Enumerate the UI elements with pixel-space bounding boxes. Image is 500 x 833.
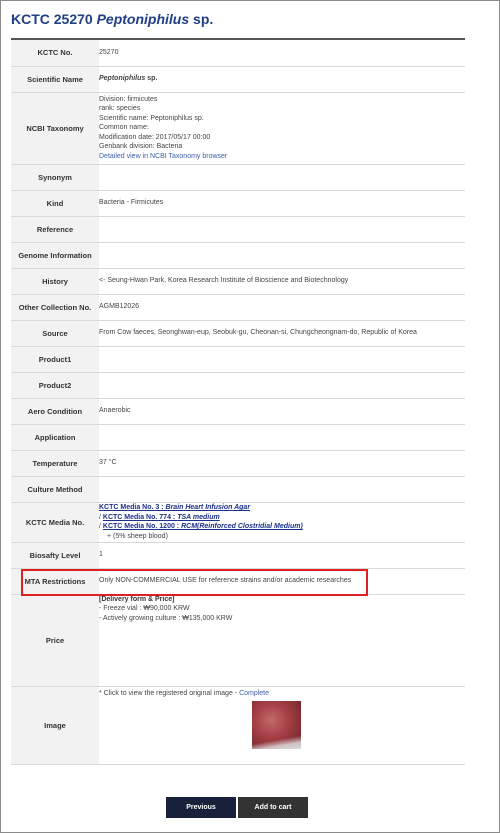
row-ncbi-taxonomy (11, 92, 465, 164)
media-link-3[interactable]: KCTC Media No. 3 : Brain Heart Infusion Agar (99, 504, 251, 511)
source-value: From Cow faeces, Seonghwan-eup, Seobuk-gu, Cheonan-si, Chungcheongnam-do, Republic of Korea (99, 320, 465, 346)
row-product1 (11, 346, 465, 372)
kind-label: Kind (11, 190, 99, 216)
culture-method-label: Culture Method (11, 476, 99, 502)
history-value: <- Seung-Hwan Park, Korea Research Institute of Bioscience and Biotechnology (99, 268, 465, 294)
media-item: / KCTC Media No. 1200 : RCM(Reinforced Clostridial Medium) (99, 523, 303, 530)
temperature-value: 37 °C (99, 450, 465, 476)
complete-link[interactable]: Complete (239, 689, 270, 697)
ncbi-taxonomy-label: NCBI Taxonomy (11, 92, 99, 164)
row-other-collection (11, 294, 465, 320)
ncbi-browser-link[interactable]: Detailed view in NCBI Taxonomy browser (99, 152, 228, 160)
taxonomy-rank: rank: species (99, 105, 141, 113)
culture-method-value (99, 476, 465, 502)
price-value (99, 594, 465, 686)
other-collection-value: AGMB12026 (99, 294, 465, 320)
image-note: * Click to view the registered original image - (99, 689, 240, 697)
row-synonym (11, 164, 465, 190)
product1-label: Product1 (11, 346, 99, 372)
row-kctc-no (11, 40, 465, 66)
row-source (11, 320, 465, 346)
row-temperature (11, 450, 465, 476)
aero-condition-value: Anaerobic (99, 398, 465, 424)
scientific-name-label: Scientific Name (11, 66, 99, 92)
aero-condition-label: Aero Condition (11, 398, 99, 424)
temperature-label: Temperature (11, 450, 99, 476)
row-aero-condition (11, 398, 465, 424)
taxonomy-division: Division: firmicutes (99, 95, 158, 103)
taxonomy-modification-date: Modification date: 2017/05/17 00:00 (99, 133, 211, 141)
product2-label: Product2 (11, 372, 99, 398)
reference-value (99, 216, 465, 242)
other-collection-label: Other Collection No. (11, 294, 99, 320)
row-image (11, 686, 465, 764)
row-biosafety-level (11, 542, 465, 568)
kctc-media-label: KCTC Media No. (11, 502, 99, 542)
genome-information-value (99, 242, 465, 268)
history-label: History (11, 268, 99, 294)
product1-value (99, 346, 465, 372)
previous-button[interactable]: Previous (166, 797, 236, 818)
row-kctc-media (11, 502, 465, 542)
media-note: + (5% sheep blood) (107, 532, 168, 540)
row-culture-method (11, 476, 465, 502)
image-value (99, 686, 465, 764)
media-item: / KCTC Media No. 774 : TSA medium (99, 513, 220, 521)
delivery-heading: [Delivery form & Price] (99, 595, 175, 603)
image-note-line (99, 689, 465, 699)
freeze-vial-price: - Freeze vial : ₩90,000 KRW (99, 605, 190, 612)
taxonomy-genbank-division: Genbank division: Bacteria (99, 143, 183, 151)
mta-restrictions-label: MTA Restrictions (11, 568, 99, 594)
scientific-name-value: Peptoniphilus sp. (99, 66, 465, 92)
genome-information-label: Genome Information (11, 242, 99, 268)
mta-restrictions-value: Only NON-COMMERCIAL USE for reference strains and/or academic researches (99, 568, 465, 594)
image-label: Image (11, 686, 99, 764)
media-link-774[interactable]: KCTC Media No. 774 : TSA medium (102, 513, 220, 521)
media-item (99, 503, 465, 513)
kctc-no-label: KCTC No. (11, 40, 99, 66)
row-price (11, 594, 465, 686)
ncbi-taxonomy-value (99, 92, 465, 164)
kctc-media-value (99, 502, 465, 542)
mta-highlight-box (21, 569, 368, 596)
media-link-1200[interactable]: KCTC Media No. 1200 : RCM(Reinforced Clostridial Medium) (102, 523, 303, 530)
biosafety-level-value: 1 (99, 542, 465, 568)
row-application (11, 424, 465, 450)
row-reference (11, 216, 465, 242)
row-product2 (11, 372, 465, 398)
source-label: Source (11, 320, 99, 346)
reference-label: Reference (11, 216, 99, 242)
application-value (99, 424, 465, 450)
growing-culture-price: - Actively growing culture : ₩135,000 KRW (99, 614, 233, 622)
biosafety-level-label: Biosafty Level (11, 542, 99, 568)
product2-value (99, 372, 465, 398)
row-history (11, 268, 465, 294)
application-label: Application (11, 424, 99, 450)
price-label: Price (11, 594, 99, 686)
synonym-label: Synonym (11, 164, 99, 190)
synonym-value (99, 164, 465, 190)
taxonomy-common-name: Common name: (99, 124, 149, 132)
row-kind (11, 190, 465, 216)
culture-photo-thumbnail[interactable] (252, 701, 301, 749)
taxonomy-scientific-name: Scientific name: Peptoniphilus sp. (99, 114, 204, 122)
row-scientific-name (11, 66, 465, 92)
add-to-cart-button[interactable]: Add to cart (238, 797, 308, 818)
kind-value: Bacteria - Firmicutes (99, 190, 465, 216)
page-title: KCTC 25270 Peptoniphilus sp. (11, 11, 214, 27)
strain-info-table (11, 40, 465, 765)
kctc-no-value: 25270 (99, 40, 465, 66)
row-genome-information (11, 242, 465, 268)
